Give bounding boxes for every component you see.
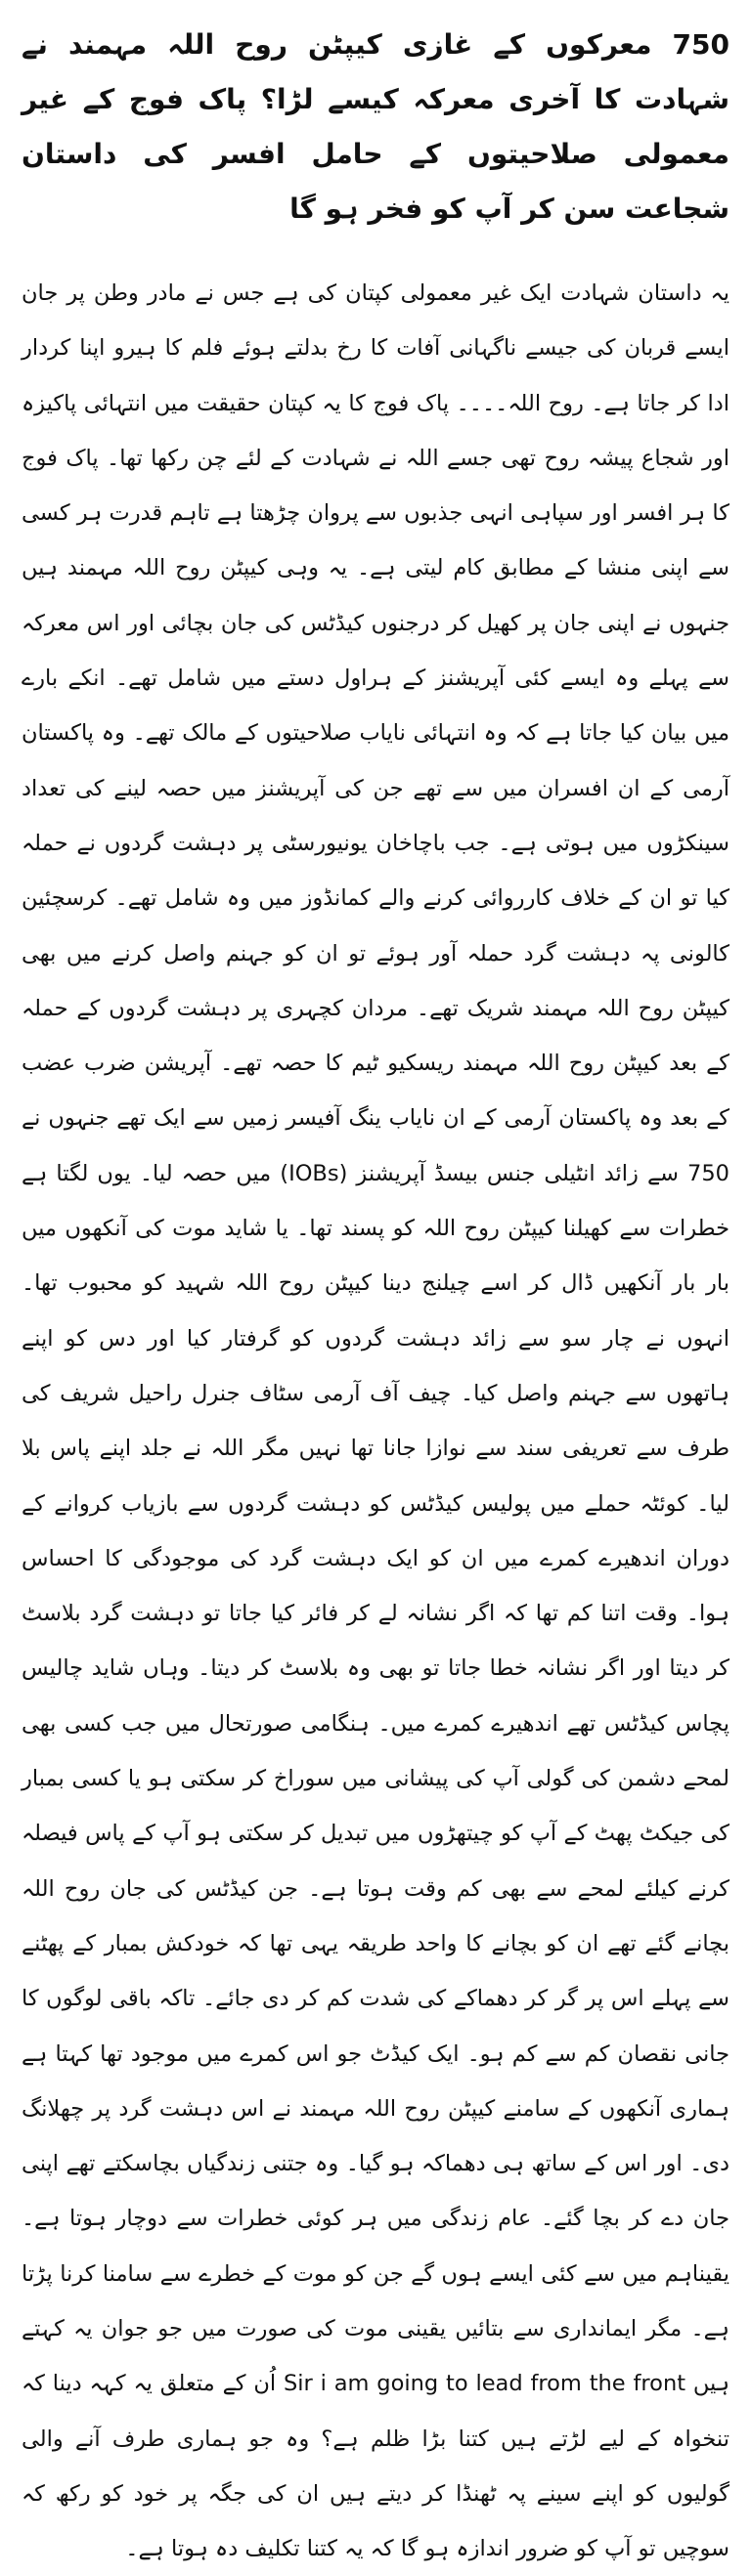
english-quote: Sir i am going to lead from the front — [283, 2371, 686, 2397]
article-body — [22, 266, 729, 2576]
article-body-text-end: اُن کے متعلق یہ کہہ دینا کہ تنخواہ کے لیے لڑتے ہیں کتنا بڑا ظلم ہے؟ وہ جو ہماری طرف آنے والی گولیوں کو اپنے سینے پہ ٹھنڈا کر دیتے ہیں ان کی جگہ پر خود کو رکھ کہ سوچیں تو آپ کو ضرور اندازہ ہو گا کہ یہ کتنا تکلیف دہ ہوتا ہے۔ — [22, 2371, 729, 2562]
article-title: 750 معرکوں کے غازی کیپٹن روح اللہ مہمند نے شہادت کا آخری معرکہ کیسے لڑا؟ پاک فوج کے غیر معمولی صلاحیتوں کے حامل افسر کی داستان شجاعت سن کر آپ کو فخر ہو گا — [22, 28, 729, 225]
article-body-text: یہ داستان شہادت ایک غیر معمولی کپتان کی ہے جس نے مادر وطن پر جان ایسے قربان کی جیسے ناگہانی آفات کا رخ بدلتے ہوئے فلم کا ہیرو اپنا کردار ادا کر جاتا ہے۔ روح اللہ۔۔۔۔ پاک فوج کا یہ کپتان حقیقت میں انتہائی پاکیزہ اور شجاع پیشہ روح تھی جسے اللہ نے شہادت کے لئے چن رکھا تھا۔ پاک فوج کا ہر افسر اور سپاہی انہی جذبوں سے پروان چڑھتا ہے تاہم قدرت ہر کسی سے اپنی منشا کے مطابق کام لیتی ہے۔ یہ وہی کیپٹن روح اللہ مہمند ہیں جنہوں نے اپنی جان پر کھیل کر درجنوں کیڈٹس کی جان بچائی اور اس معرکہ سے پہلے وہ ایسے کئی آپریشنز کے ہراول دستے میں شامل تھے۔ انکے بارے میں بیان کیا جاتا ہے کہ وہ انتہائی نایاب صلاحیتوں کے مالک تھے۔ وہ پاکستان آرمی کے ان افسران میں سے تھے جن کی آپریشنز میں حصہ لینے کی تعداد سینکڑوں میں ہوتی ہے۔ جب باچاخان یونیورسٹی پر دہشت گردوں نے حملہ کیا تو ان کے خلاف کارروائی کرنے والے کمانڈوز میں وہ شامل تھے۔ کرسچئین کالونی پہ دہشت گرد حملہ آور ہوئے تو ان کو جہنم واصل کرنے میں بھی کیپٹن روح اللہ مہمند شریک تھے۔ مردان کچہری پر دہشت گردوں کے حملہ کے بعد کیپٹن روح اللہ مہمند ریسکیو ٹیم کا حصہ تھے۔ آپریشن ضرب عضب کے بعد وہ پاکستان آرمی کے ان نایاب ینگ آفیسر زمیں سے ایک تھے جنہوں نے 750 سے زائد انٹیلی جنس بیسڈ آپریشنز (IOBs) میں حصہ لیا۔ یوں لگتا ہے خطرات سے کھیلنا کیپٹن روح اللہ کو پسند تھا۔ یا شاید موت کی آنکھوں میں بار بار آنکھیں ڈال کر اسے چیلنج دینا کیپٹن روح اللہ شہید کو محبوب تھا۔ انہوں نے چار سو سے زائد دہشت گردوں کو گرفتار کیا اور دس کو اپنے ہاتھوں سے جہنم واصل کیا۔ چیف آف آرمی سٹاف جنرل راحیل شریف کی طرف سے تعریفی سند سے نوازا جانا تھا نہیں مگر اللہ نے جلد اپنے پاس بلا لیا۔ کوئٹہ حملے میں پولیس کیڈٹس کو دہشت گردوں سے بازیاب کروانے کے دوران اندھیرے کمرے میں ان کو ایک دہشت گرد کی موجودگی کا احساس ہوا۔ وقت اتنا کم تھا کہ اگر نشانہ لے کر فائر کیا جاتا تو دہشت گرد بلاسٹ کر دیتا اور اگر نشانہ خطا جاتا تو بھی وہ بلاسٹ کر دیتا۔ وہاں شاید چالیس پچاس کیڈٹس تھے اندھیرے کمرے میں۔ ہنگامی صورتحال میں جب کسی بھی لمحے دشمن کی گولی آپ کی پیشانی میں سوراخ کر سکتی ہو یا کسی بمبار کی جیکٹ پھٹ کے آپ کو چیتھڑوں میں تبدیل کر سکتی ہو آپ کے پاس فیصلہ کرنے کیلئے لمحے سے بھی کم وقت ہوتا ہے۔ جن کیڈٹس کی جان روح اللہ بچانے گئے تھے ان کو بچانے کا واحد طریقہ یہی تھا کہ خودکش بمبار کے پھٹنے سے پہلے اس پر گر کر دھماکے کی شدت کم کر دی جائے۔ تاکہ باقی لوگوں کا جانی نقصان کم سے کم ہو۔ ایک کیڈٹ جو اس کمرے میں موجود تھا کہتا ہے ہماری آنکھوں کے سامنے کیپٹن روح اللہ مہمند نے اس دہشت گرد پر چھلانگ دی۔ اور اس کے ساتھ ہی دھماکہ ہو گیا۔ وہ جتنی زندگیاں بچاسکتے تھے اپنی جان دے کر بچا گئے۔ عام زندگی میں ہر کوئی خطرات سے دوچار ہوتا ہے۔ یقیناہم میں سے کئی ایسے ہوں گے جن کو موت کے خطرے سے سامنا کرنا پڑتا ہے۔ مگر ایمانداری سے بتائیں یقینی موت کی صورت میں جو جوان یہ کہتے ہیں — [22, 280, 730, 2397]
